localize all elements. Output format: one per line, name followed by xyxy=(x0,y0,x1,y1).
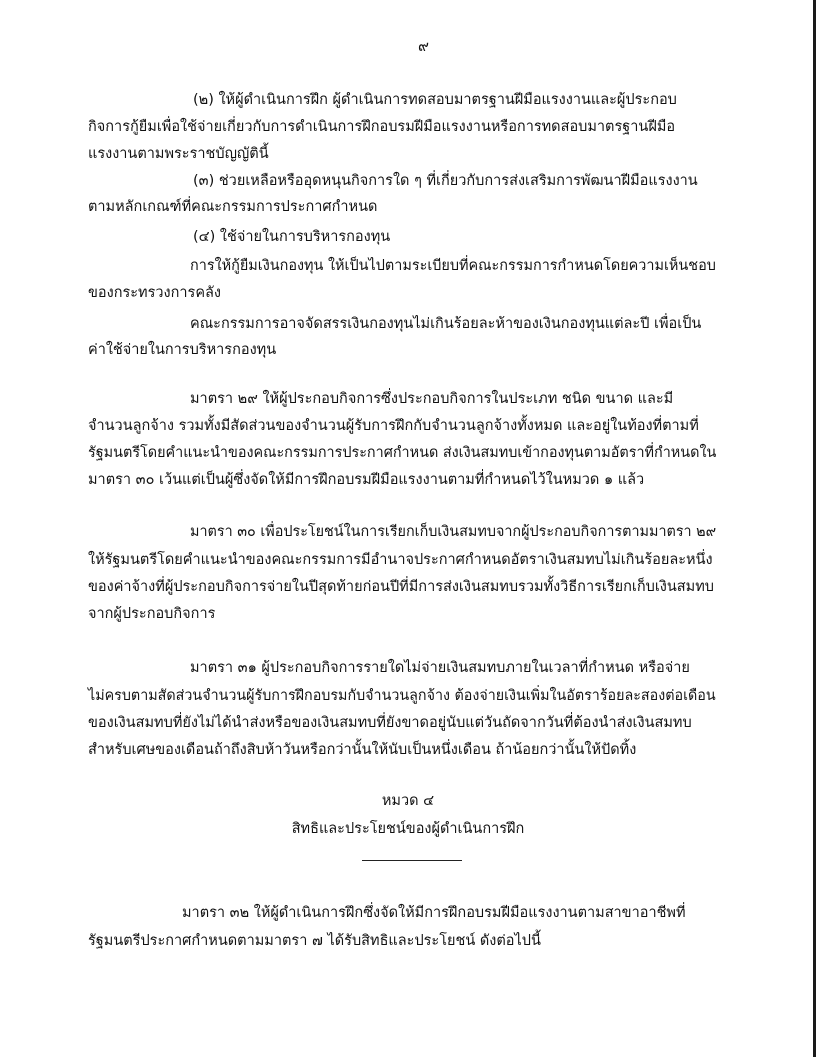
paragraph-line: (๓) ช่วยเหลือหรืออุดหนุนกิจการใด ๆ ที่เกี่ยวกับการส่งเสริมการพัฒนาฝีมือแรงงาน xyxy=(193,173,698,189)
section-31-line: ไม่ครบตามสัดส่วนจำนวนผู้รับการฝึกอบรมกับจำนวนลูกจ้าง ต้องจ่ายเงินเพิ่มในอัตราร้อยละสองต่อเดือน xyxy=(88,688,716,704)
chapter-heading: หมวด ๔ xyxy=(381,793,435,809)
section-30-line: ของค่าจ้างที่ผู้ประกอบกิจการจ่ายในปีสุดท้ายก่อนปีที่มีการส่งเงินสมทบรวมทั้งวิธีการเรียกเก็บเงินสมทบ xyxy=(88,579,714,595)
paragraph-line: (๔) ใช้จ่ายในการบริหารกองทุน xyxy=(193,229,391,245)
section-30-line: จากผู้ประกอบกิจการ xyxy=(88,606,216,622)
section-29-line: มาตรา ๓๐ เว้นแต่เป็นผู้ซึ่งจัดให้มีการฝึกอบรมฝีมือแรงงานตามที่กำหนดไว้ในหมวด ๑ แล้ว xyxy=(88,472,645,488)
section-31-line: ของเงินสมทบที่ยังไม่ได้นำส่งหรือของเงินสมทบที่ยังขาดอยู่นับแต่วันถัดจากวันที่ต้องนำส่งเงินสมทบ xyxy=(88,715,692,731)
paragraph-line: ตามหลักเกณฑ์ที่คณะกรรมการประกาศกำหนด xyxy=(88,199,378,215)
paragraph-line: ค่าใช้จ่ายในการบริหารกองทุน xyxy=(88,342,277,358)
page-number: ๙ xyxy=(418,37,429,55)
paragraph-line: คณะกรรมการอาจจัดสรรเงินกองทุนไม่เกินร้อยละห้าของเงินกองทุนแต่ละปี เพื่อเป็น xyxy=(190,316,702,332)
section-31-line: มาตรา ๓๑ ผู้ประกอบกิจการรายใดไม่จ่ายเงินสมทบภายในเวลาที่กำหนด หรือจ่าย xyxy=(190,660,690,676)
section-30-line: ให้รัฐมนตรีโดยคำแนะนำของคณะกรรมการมีอำนาจประกาศกำหนดอัตราเงินสมทบไม่เกินร้อยละหนึ่ง xyxy=(88,552,713,568)
section-31-line: สำหรับเศษของเดือนถ้าถึงสิบห้าวันหรือกว่านั้นให้นับเป็นหนึ่งเดือน ถ้าน้อยกว่านั้นให้ปัดทิ้ง xyxy=(88,742,637,758)
paragraph-line: แรงงานตามพระราชบัญญัตินี้ xyxy=(88,146,269,162)
heading-divider xyxy=(362,860,462,861)
section-29-line: มาตรา ๒๙ ให้ผู้ประกอบกิจการซึ่งประกอบกิจการในประเภท ชนิด ขนาด และมี xyxy=(190,391,674,407)
paragraph-line: ของกระทรวงการคลัง xyxy=(88,285,221,301)
section-29-line: รัฐมนตรีโดยคำแนะนำของคณะกรรมการประกาศกำหนด ส่งเงินสมทบเข้ากองทุนตามอัตราที่กำหนดใน xyxy=(88,445,717,461)
paragraph-line: (๒) ให้ผู้ดำเนินการฝึก ผู้ดำเนินการทดสอบมาตรฐานฝีมือแรงงานและผู้ประกอบ xyxy=(193,92,677,108)
section-32-line: รัฐมนตรีประกาศกำหนดตามมาตรา ๗ ได้รับสิทธิและประโยชน์ ดังต่อไปนี้ xyxy=(88,933,541,949)
paragraph-line: กิจการกู้ยืมเพื่อใช้จ่ายเกี่ยวกับการดำเนินการฝึกอบรมฝีมือแรงงานหรือการทดสอบมาตรฐานฝีมือ xyxy=(88,119,676,135)
paragraph-line: การให้กู้ยืมเงินกองทุน ให้เป็นไปตามระเบียบที่คณะกรรมการกำหนดโดยความเห็นชอบ xyxy=(190,258,716,274)
chapter-title: สิทธิและประโยชน์ของผู้ดำเนินการฝึก xyxy=(291,821,525,837)
section-29-line: จำนวนลูกจ้าง รวมทั้งมีสัดส่วนของจำนวนผู้รับการฝึกกับจำนวนลูกจ้างทั้งหมด และอยู่ในท้องที่ตามที่ xyxy=(88,418,699,434)
section-32-line: มาตรา ๓๒ ให้ผู้ดำเนินการฝึกซึ่งจัดให้มีการฝึกอบรมฝีมือแรงงานตามสาขาอาชีพที่ xyxy=(182,905,686,921)
section-30-line: มาตรา ๓๐ เพื่อประโยชน์ในการเรียกเก็บเงินสมทบจากผู้ประกอบกิจการตามมาตรา ๒๙ xyxy=(190,524,717,540)
